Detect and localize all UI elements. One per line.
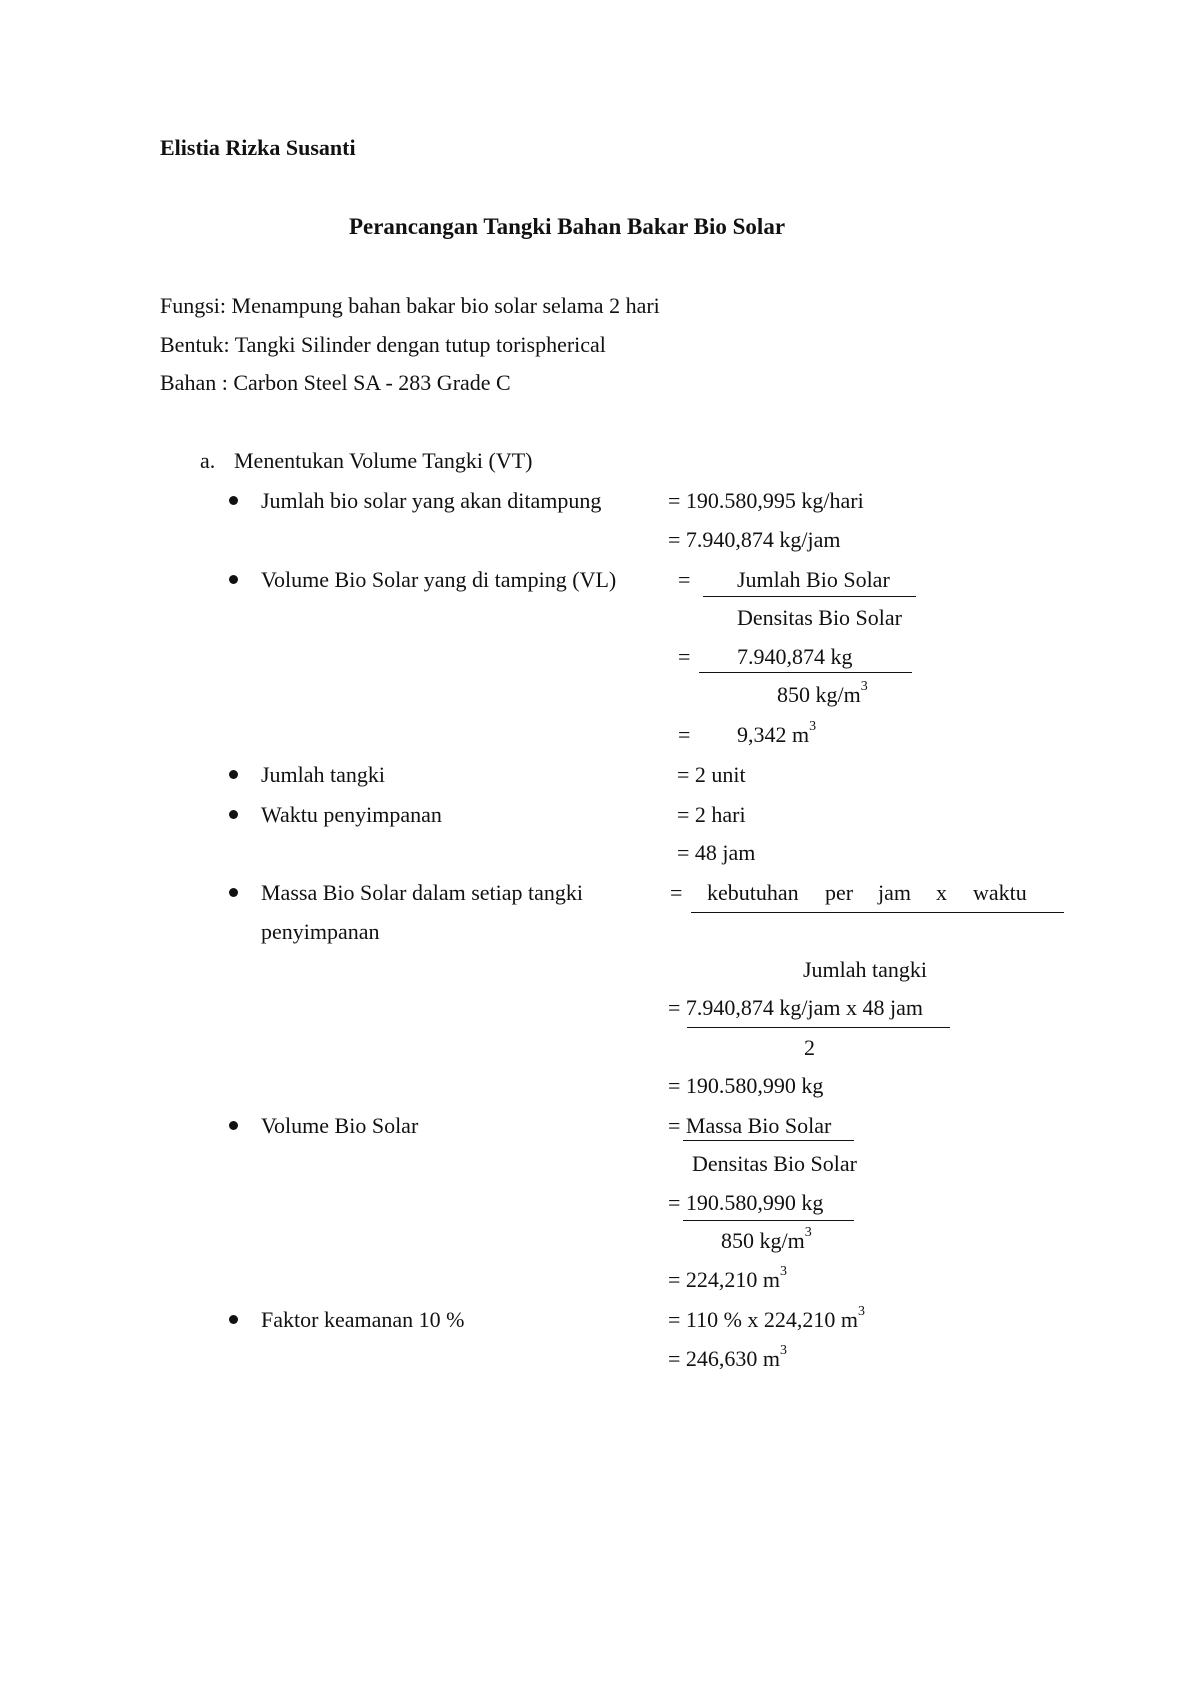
bullet bbox=[229, 496, 238, 505]
fraction-numerator: = 7.940,874 kg/jam x 48 jam bbox=[668, 995, 923, 1020]
spec-bahan: Bahan : Carbon Steel SA - 283 Grade C bbox=[160, 370, 511, 395]
label-volume-bio: Volume Bio Solar bbox=[261, 1113, 419, 1138]
equals-sign: = bbox=[678, 567, 691, 592]
numerator-word: kebutuhan bbox=[707, 880, 799, 905]
fraction-denominator: Densitas Bio Solar bbox=[737, 605, 902, 630]
fraction-bar bbox=[699, 672, 912, 673]
fraction-numerator: = 190.580,990 kg bbox=[668, 1190, 824, 1215]
label-jumlah-tangki: Jumlah tangki bbox=[261, 762, 386, 787]
numerator-word: waktu bbox=[973, 880, 1027, 905]
fraction-bar bbox=[683, 1140, 854, 1141]
bullet bbox=[229, 810, 238, 819]
fraction-denominator: 850 $kg/m^3$ bbox=[777, 679, 868, 707]
fraction-bar bbox=[683, 1220, 854, 1221]
fraction-numerator: 7.940,874 kg bbox=[737, 644, 853, 669]
label-massa-line2: penyimpanan bbox=[261, 919, 380, 944]
label-faktor: Faktor keamanan 10 % bbox=[261, 1307, 465, 1332]
spec-bentuk: Bentuk: Tangki Silinder dengan tutup torispherical bbox=[160, 332, 606, 357]
document-title: Perancangan Tangki Bahan Bakar Bio Solar bbox=[348, 214, 786, 239]
fraction-bar bbox=[687, 1027, 950, 1028]
equals-sign: = bbox=[678, 722, 691, 747]
result-faktor: = 246,630 $m^3$ bbox=[668, 1343, 788, 1371]
section-heading: Menentukan Volume Tangki (VT) bbox=[234, 448, 533, 473]
spec-fungsi: Fungsi: Menampung bahan bakar bio solar selama 2 hari bbox=[160, 293, 660, 318]
label-massa-line1: Massa Bio Solar dalam setiap tangki bbox=[261, 880, 583, 905]
value-kg-jam: = 7.940,874 kg/jam bbox=[668, 527, 841, 552]
value-faktor: = 110 % x 224,210 $m^3$ bbox=[668, 1304, 866, 1332]
equals-sign: = bbox=[678, 644, 691, 669]
bullet bbox=[229, 575, 238, 584]
label-volume-vl: Volume Bio Solar yang di tamping (VL) bbox=[261, 567, 617, 592]
fraction-bar bbox=[703, 596, 916, 597]
numerator-word: x bbox=[936, 880, 947, 905]
value-kg-hari: = 190.580,995 kg/hari bbox=[668, 488, 864, 513]
bullet bbox=[229, 1121, 238, 1130]
result-volume-bio: = 224,210 $m^3$ bbox=[668, 1264, 788, 1292]
value-jam: = 48 jam bbox=[677, 840, 756, 865]
label-jumlah-bio-solar: Jumlah bio solar yang akan ditampung bbox=[261, 488, 602, 513]
fraction-numerator: Jumlah Bio Solar bbox=[737, 567, 890, 592]
numerator-word: jam bbox=[878, 880, 911, 905]
bullet bbox=[229, 888, 238, 897]
section-marker: a. bbox=[200, 448, 216, 473]
fraction-bar bbox=[691, 912, 1064, 913]
label-waktu: Waktu penyimpanan bbox=[261, 802, 442, 827]
numerator-word: per bbox=[825, 880, 854, 905]
fraction-denominator: Densitas Bio Solar bbox=[692, 1151, 857, 1176]
bullet bbox=[229, 770, 238, 779]
value-hari: = 2 hari bbox=[677, 802, 746, 827]
fraction-numerator: = Massa Bio Solar bbox=[668, 1113, 832, 1138]
fraction-denominator: Jumlah tangki bbox=[803, 957, 928, 982]
fraction-denominator: 850 $kg/m^3$ bbox=[721, 1225, 812, 1253]
equals-sign: = bbox=[670, 880, 683, 905]
fraction-denominator: 2 bbox=[804, 1035, 815, 1060]
author-name: Elistia Rizka Susanti bbox=[160, 135, 356, 160]
result-vl: 9,342 $m^3$ bbox=[737, 719, 817, 747]
value-unit: = 2 unit bbox=[677, 762, 746, 787]
bullet bbox=[229, 1315, 238, 1324]
result-massa: = 190.580,990 kg bbox=[668, 1073, 824, 1098]
